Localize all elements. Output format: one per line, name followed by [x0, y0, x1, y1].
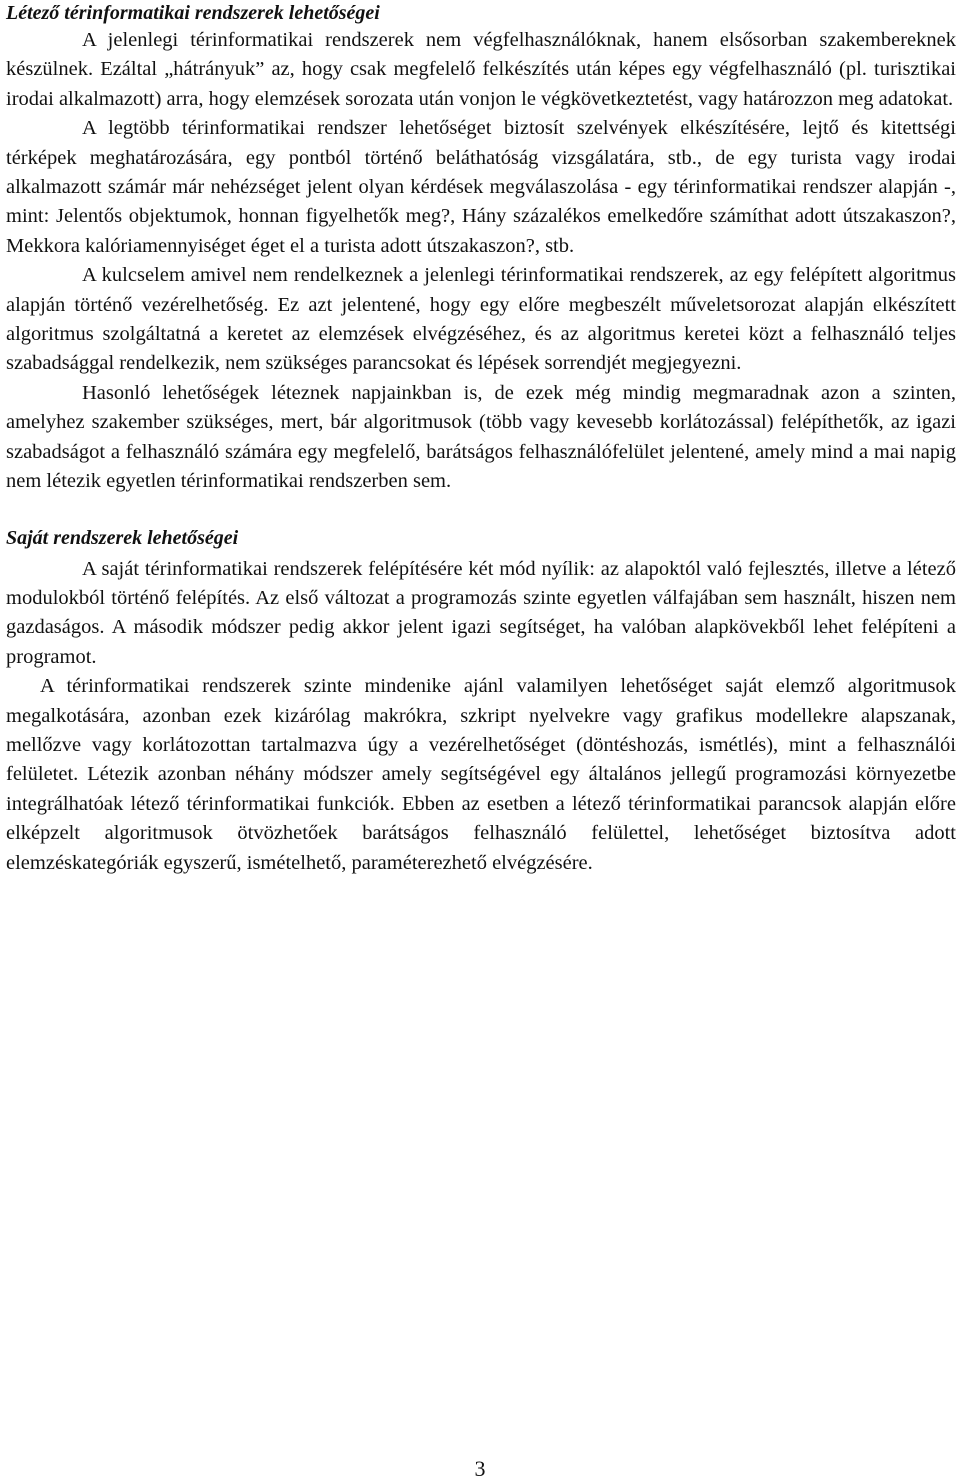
paragraph: A legtöbb térinformatikai rendszer lehetőséget biztosít szelvények elkészítésére, lejtő és kitettségi térképek meghatározására, egy pontból történő beláthatóság vizsgálatára, stb., de egy turista vagy irodai alkalmazott számár már nehézséget jelent olyan kérdések megválaszolása - egy térinformatikai rendszer alapján -, mint: Jelentős objektumok, honnan figyelhetők meg?, Hány százalékos emelkedőre számíthat adott útszakaszon?, Mekkora kalóriamennyiséget éget el a turista adott útszakaszon?, stb. — [6, 117, 956, 257]
section-existing-systems — [6, 0, 956, 497]
paragraph: A jelenlegi térinformatikai rendszerek nem végfelhasználóknak, hanem elsősorban szakembereknek készülnek. Ezáltal „hátrányuk” az, hogy csak megfelelő felkészítés után képes egy végfelhasználó (pl. turisztikai irodai alkalmazott) arra, hogy elemzések sorozata után vonjon le végkövetkeztetést, vagy határozzon meg adatokat. — [6, 29, 956, 110]
paragraph: Hasonló lehetőségek léteznek napjainkban is, de ezek még mindig megmaradnak azon a szinten, amelyhez szakember szükséges, mert, bár algoritmusok (több vagy kevesebb korlátozással) felépíthetők, az igazi szabadságot a felhasználó számára egy megfelelő, barátságos felhasználófelület jelentené, amely mind a mai napig nem létezik egyetlen térinformatikai rendszerben sem. — [6, 381, 956, 493]
document-page — [6, 0, 956, 878]
paragraph: A saját térinformatikai rendszerek felépítésére két mód nyílik: az alapoktól való fejlesztés, illetve a létező modulokból történő felépítés. Az első változat a programozás szinte egyetlen válfajában sem használt, hiszen nem gazdaságos. A második módszer pedig akkor jelent igazi segítséget, ha valóban alapkövekből lehet felépíteni a programot. — [6, 557, 956, 668]
section-spacer — [6, 497, 956, 521]
section-own-systems — [6, 521, 956, 878]
section-title-own-systems: Saját rendszerek lehetőségei — [6, 526, 239, 549]
section-title-existing-systems: Létező térinformatikai rendszerek lehetőségei — [6, 2, 380, 24]
paragraph: A térinformatikai rendszerek szinte mindenike ajánl valamilyen lehetőséget saját elemző algoritmusok megalkotására, azonban ezek kizárólag makrókra, szkript nyelvekre vagy grafikus modellekre alapszanak, mellőzve vagy korlátozottan tartalmazva úgy a vezérelhetőséget (döntéshozás, ismétlés), mint a felhasználói felületet. Létezik azonban néhány módszer amely segítségével egy általános jellegű programozási környezetbe integrálhatóak létező térinformatikai funkciók. Ebben az esetben a létező térinformatikai parancsok alapján előre elképzelt algoritmusok ötvözhetőek barátságos felhasználó felülettel, lehetőséget biztosítva adott elemzéskategóriák egyszerű, ismételhető, paraméterezhető elvégzésére. — [6, 675, 956, 874]
paragraph: A kulcselem amivel nem rendelkeznek a jelenlegi térinformatikai rendszerek, az egy felépített algoritmus alapján történő vezérelhetőség. Ez azt jelentené, hogy egy előre megbeszélt műveletsorozat alapján elkészített algoritmus szolgáltatná a keretet az elemzések elvégzéséhez, és az algoritmus keretei közt a felhasználó teljes szabadsággal rendelkezik, nem szükséges parancsokat és lépések sorrendjét megjegyezni. — [6, 264, 956, 375]
page-number: 3 — [474, 1456, 486, 1481]
